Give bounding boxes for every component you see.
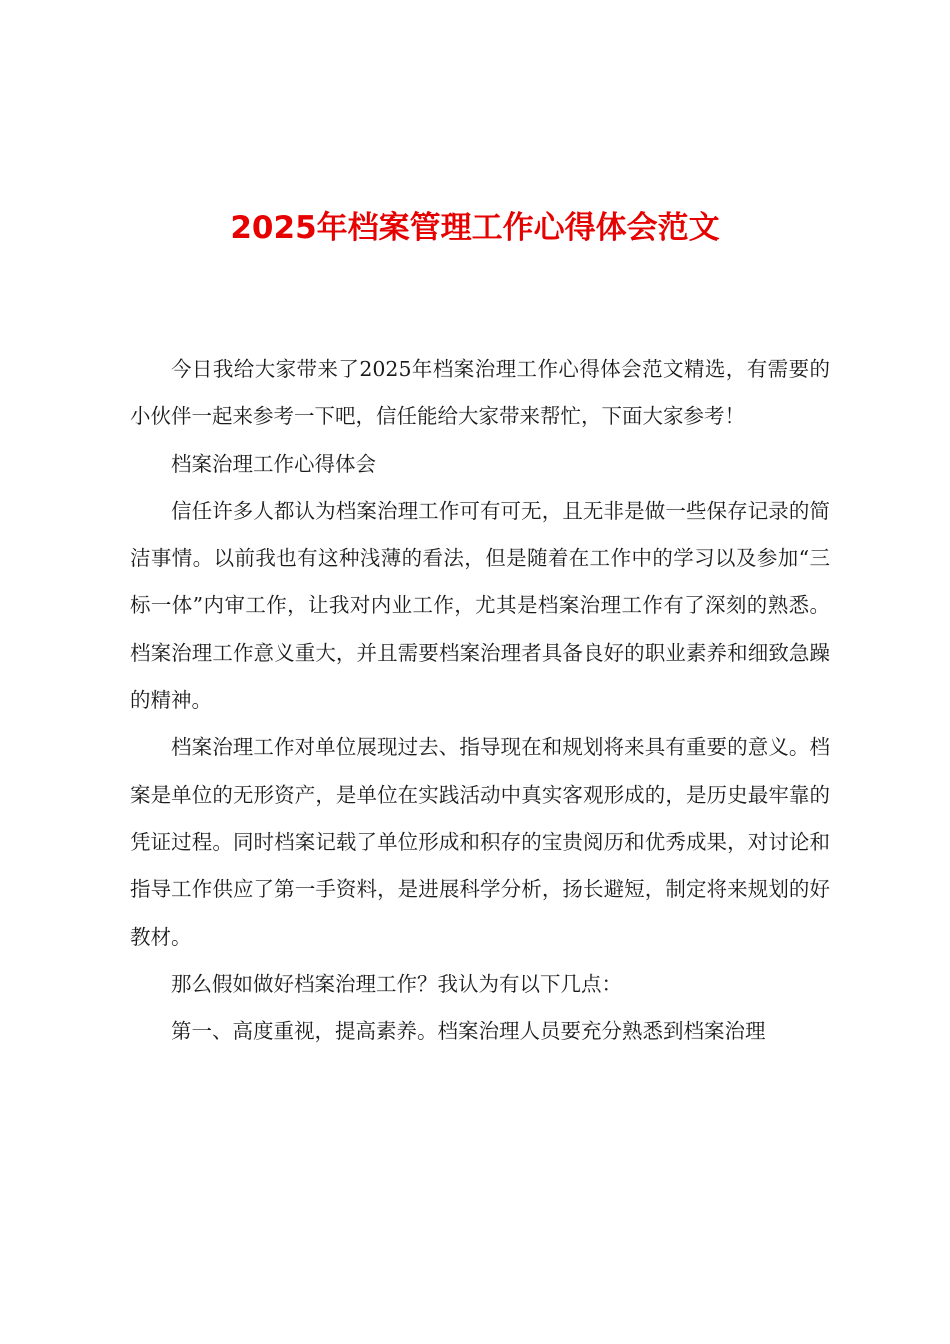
paragraph-2: 档案治理工作对单位展现过去、指导现在和规划将来具有重要的意义。档案是单位的无形资产，是单位在实践活动中真实客观形成的，是历史最牢靠的凭证过程。同时档案记载了单位形成和积存的宝贵阅历和优秀成果，对讨论和指导工作供应了第一手资料，是进展科学分析，扬长避短，制定将来规划的好教材。 xyxy=(130,735,830,949)
paragraph-3: 那么假如做好档案治理工作？我认为有以下几点： xyxy=(171,971,622,996)
paragraph-intro: 今日我给大家带来了2025年档案治理工作心得体会范文精选，有需要的小伙伴一起来参考一下吧，信任能给大家带来帮忙，下面大家参考！ xyxy=(130,357,830,429)
document-title: 2025年档案管理工作心得体会范文 xyxy=(230,210,720,246)
document-body xyxy=(130,346,830,1055)
paragraph-1: 信任许多人都认为档案治理工作可有可无，且无非是做一些保存记录的简洁事情。以前我也有这种浅薄的看法，但是随着在工作中的学习以及参加“三标一体”内审工作，让我对内业工作，尤其是档案治理工作有了深刻的熟悉。档案治理工作意义重大，并且需要档案治理者具备良好的职业素养和细致急躁的精神。 xyxy=(130,498,830,713)
paragraph-4: 第一、高度重视，提高素养。档案治理人员要充分熟悉到档案治理 xyxy=(171,1019,766,1044)
paragraph-subheading: 档案治理工作心得体会 xyxy=(171,451,376,476)
